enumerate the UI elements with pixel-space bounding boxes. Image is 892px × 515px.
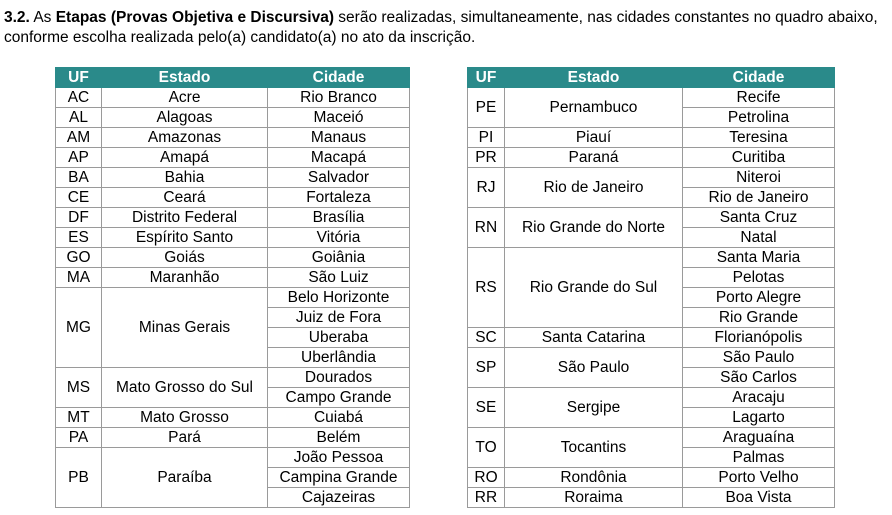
uf-cell: DF — [56, 208, 102, 228]
cidade-cell: Porto Velho — [683, 468, 835, 488]
estado-cell: Bahia — [102, 168, 268, 188]
table-row — [56, 288, 410, 308]
intro-bold: Etapas (Provas Objetiva e Discursiva) — [55, 9, 334, 26]
estado-cell: Pará — [102, 428, 268, 448]
cidade-cell: Lagarto — [683, 408, 835, 428]
uf-cell: MS — [56, 368, 102, 408]
estado-cell: Amapá — [102, 148, 268, 168]
cidade-cell: Fortaleza — [268, 188, 410, 208]
estado-cell: Piauí — [505, 128, 683, 148]
header-row — [56, 68, 410, 88]
cidade-cell: Maceió — [268, 108, 410, 128]
cidade-cell: João Pessoa — [268, 448, 410, 468]
estado-cell: Paraná — [505, 148, 683, 168]
intro-paragraph — [4, 8, 890, 48]
table-row — [56, 248, 410, 268]
cidade-cell: Brasília — [268, 208, 410, 228]
uf-cell: SE — [468, 388, 505, 428]
estado-cell: Rio de Janeiro — [505, 168, 683, 208]
cidade-cell: São Luiz — [268, 268, 410, 288]
uf-cell: PR — [468, 148, 505, 168]
uf-cell: MT — [56, 408, 102, 428]
uf-cell: RR — [468, 488, 505, 508]
header-row — [468, 68, 835, 88]
table-row — [56, 168, 410, 188]
cidade-cell: Dourados — [268, 368, 410, 388]
uf-cell: AC — [56, 88, 102, 108]
table-row — [56, 428, 410, 448]
table-row — [468, 168, 835, 188]
cidade-cell: Rio Grande — [683, 308, 835, 328]
section-number: 3.2. — [4, 9, 30, 26]
table-row — [56, 108, 410, 128]
cidade-cell: Natal — [683, 228, 835, 248]
cidade-cell: Santa Cruz — [683, 208, 835, 228]
table-row — [56, 128, 410, 148]
estado-cell: Tocantins — [505, 428, 683, 468]
uf-cell: SP — [468, 348, 505, 388]
uf-cell: AL — [56, 108, 102, 128]
cities-table-left — [55, 67, 410, 508]
estado-cell: Pernambuco — [505, 88, 683, 128]
uf-cell: PB — [56, 448, 102, 508]
cidade-cell: Macapá — [268, 148, 410, 168]
uf-cell: AM — [56, 128, 102, 148]
table-row — [56, 448, 410, 468]
estado-cell: Minas Gerais — [102, 288, 268, 368]
uf-cell: MA — [56, 268, 102, 288]
uf-cell: GO — [56, 248, 102, 268]
table-row — [468, 388, 835, 408]
table-row — [468, 128, 835, 148]
cidade-cell: Palmas — [683, 448, 835, 468]
table-row — [468, 488, 835, 508]
uf-cell: RS — [468, 248, 505, 328]
estado-cell: Rio Grande do Sul — [505, 248, 683, 328]
cidade-cell: Cajazeiras — [268, 488, 410, 508]
header-estado: Estado — [102, 68, 268, 88]
cidade-cell: Uberaba — [268, 328, 410, 348]
cidade-cell: Vitória — [268, 228, 410, 248]
uf-cell: RJ — [468, 168, 505, 208]
cidade-cell: Niteroi — [683, 168, 835, 188]
header-uf: UF — [56, 68, 102, 88]
cidade-cell: Florianópolis — [683, 328, 835, 348]
cidade-cell: Rio de Janeiro — [683, 188, 835, 208]
table-row — [468, 88, 835, 108]
cidade-cell: Porto Alegre — [683, 288, 835, 308]
table-row — [56, 228, 410, 248]
table-row — [468, 328, 835, 348]
cidade-cell: São Carlos — [683, 368, 835, 388]
cities-table-right — [467, 67, 835, 508]
cidade-cell: Boa Vista — [683, 488, 835, 508]
header-cidade: Cidade — [268, 68, 410, 88]
table-row — [468, 208, 835, 228]
cidade-cell: Curitiba — [683, 148, 835, 168]
cidade-cell: Juiz de Fora — [268, 308, 410, 328]
estado-cell: São Paulo — [505, 348, 683, 388]
table-row — [56, 368, 410, 388]
cidade-cell: Petrolina — [683, 108, 835, 128]
estado-cell: Maranhão — [102, 268, 268, 288]
uf-cell: PE — [468, 88, 505, 128]
table-row — [468, 348, 835, 368]
cidade-cell: Araguaína — [683, 428, 835, 448]
estado-cell: Distrito Federal — [102, 208, 268, 228]
cidade-cell: Belo Horizonte — [268, 288, 410, 308]
table-row — [468, 468, 835, 488]
cidade-cell: Rio Branco — [268, 88, 410, 108]
uf-cell: PA — [56, 428, 102, 448]
cidade-cell: Campo Grande — [268, 388, 410, 408]
cidade-cell: Pelotas — [683, 268, 835, 288]
estado-cell: Acre — [102, 88, 268, 108]
cidade-cell: Belém — [268, 428, 410, 448]
table-row — [56, 148, 410, 168]
estado-cell: Roraima — [505, 488, 683, 508]
table-row — [468, 248, 835, 268]
uf-cell: PI — [468, 128, 505, 148]
estado-cell: Santa Catarina — [505, 328, 683, 348]
cidade-cell: Teresina — [683, 128, 835, 148]
estado-cell: Sergipe — [505, 388, 683, 428]
table-row — [56, 268, 410, 288]
estado-cell: Paraíba — [102, 448, 268, 508]
cidade-cell: São Paulo — [683, 348, 835, 368]
cidade-cell: Salvador — [268, 168, 410, 188]
estado-cell: Amazonas — [102, 128, 268, 148]
estado-cell: Mato Grosso — [102, 408, 268, 428]
estado-cell: Rio Grande do Norte — [505, 208, 683, 248]
table-row — [56, 408, 410, 428]
estado-cell: Goiás — [102, 248, 268, 268]
intro-post: serão realizadas, simultaneamente, nas cidades constantes no quadro abaixo, conforme escolha realizada pelo(a) candidato(a) no ato da inscrição. — [4, 9, 878, 46]
uf-cell: RN — [468, 208, 505, 248]
uf-cell: CE — [56, 188, 102, 208]
table-row — [56, 88, 410, 108]
table-row — [56, 208, 410, 228]
uf-cell: SC — [468, 328, 505, 348]
table-row — [56, 188, 410, 208]
table-row — [468, 428, 835, 448]
header-uf: UF — [468, 68, 505, 88]
estado-cell: Ceará — [102, 188, 268, 208]
uf-cell: MG — [56, 288, 102, 368]
estado-cell: Alagoas — [102, 108, 268, 128]
estado-cell: Espírito Santo — [102, 228, 268, 248]
uf-cell: BA — [56, 168, 102, 188]
cidade-cell: Aracaju — [683, 388, 835, 408]
header-cidade: Cidade — [683, 68, 835, 88]
header-estado: Estado — [505, 68, 683, 88]
cidade-cell: Santa Maria — [683, 248, 835, 268]
cidade-cell: Manaus — [268, 128, 410, 148]
uf-cell: TO — [468, 428, 505, 468]
uf-cell: RO — [468, 468, 505, 488]
estado-cell: Mato Grosso do Sul — [102, 368, 268, 408]
cidade-cell: Cuiabá — [268, 408, 410, 428]
intro-pre: As — [33, 9, 56, 26]
table-row — [468, 148, 835, 168]
uf-cell: ES — [56, 228, 102, 248]
uf-cell: AP — [56, 148, 102, 168]
estado-cell: Rondônia — [505, 468, 683, 488]
cidade-cell: Goiânia — [268, 248, 410, 268]
cidade-cell: Uberlândia — [268, 348, 410, 368]
cidade-cell: Campina Grande — [268, 468, 410, 488]
cidade-cell: Recife — [683, 88, 835, 108]
